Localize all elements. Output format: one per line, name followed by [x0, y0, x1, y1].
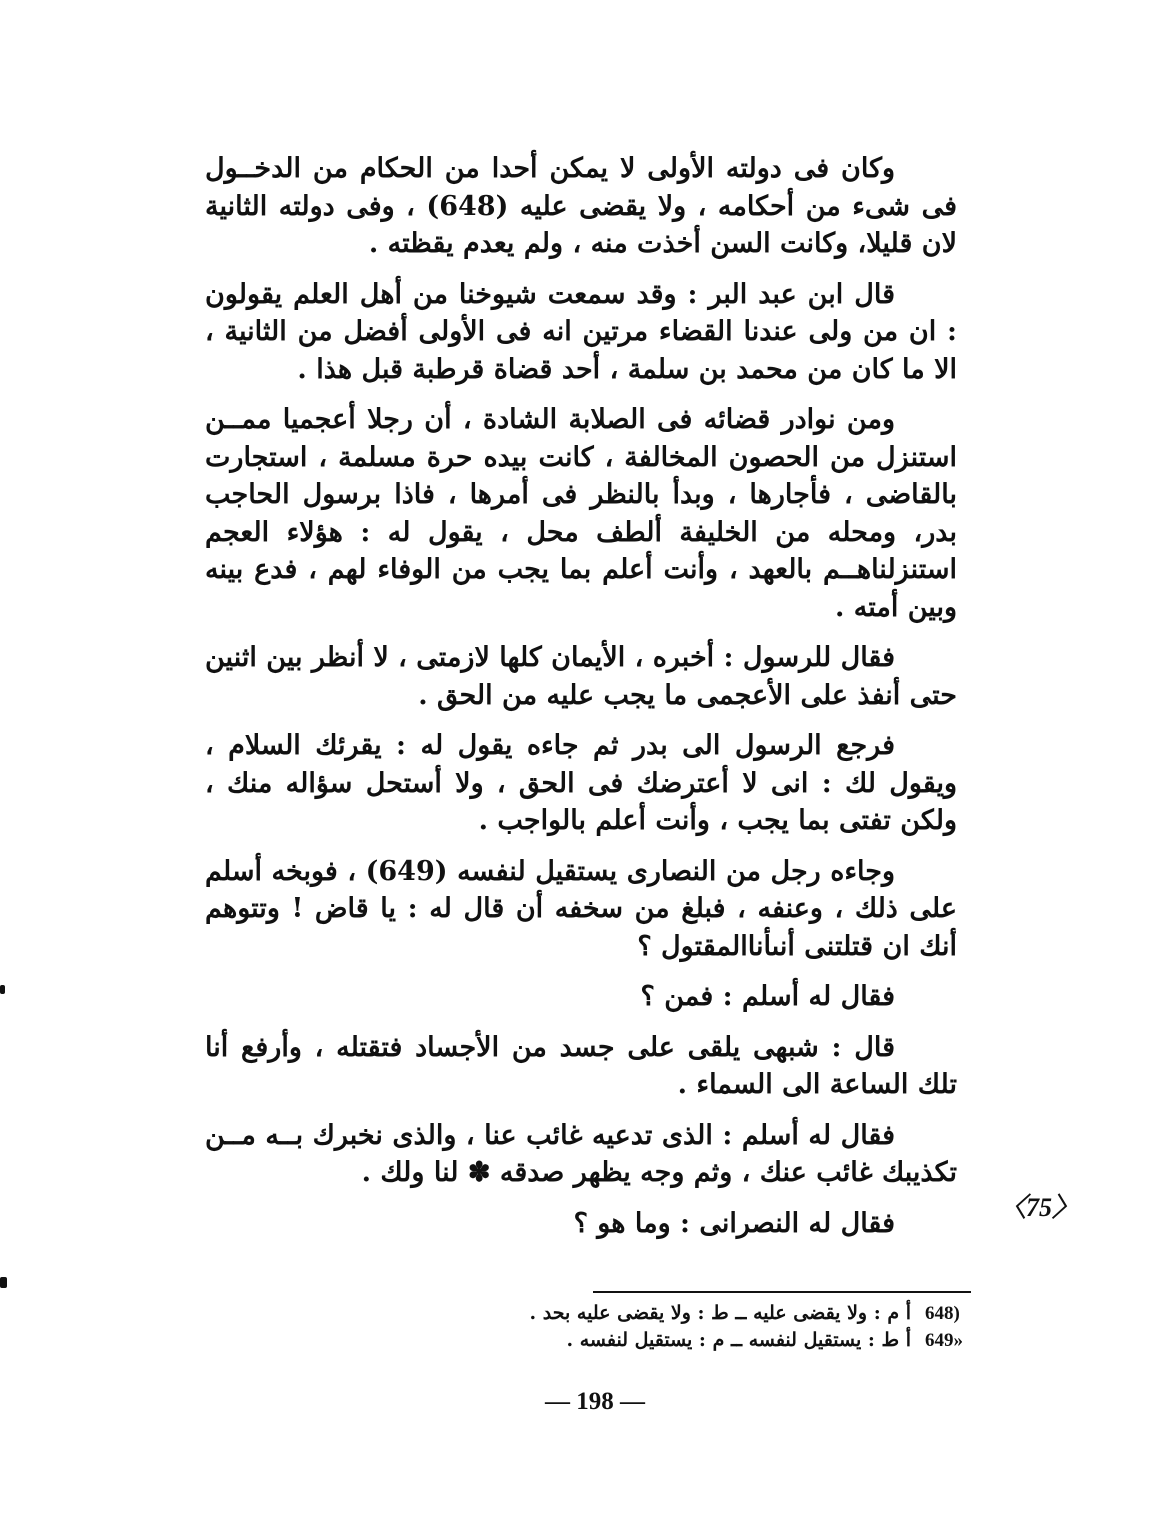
footnote-text: أ م : ولا يقضى عليه ــ ط : ولا يقضى عليه بحد . — [529, 1302, 911, 1324]
footnote — [420, 1327, 971, 1354]
paragraph: فقال له أسلم : الذى تدعيه غائب عنا ، والذى نخبرك بــه مــن تكذيبك غائب عنك ، وثم وجه يظهر صدقه ✽ لنا ولك . — [205, 1119, 957, 1188]
body-text — [205, 150, 957, 1255]
scan-speck — [0, 1277, 7, 1288]
footnote-number: 648) — [925, 1303, 960, 1324]
paragraph: وجاءه رجل من النصارى يستقيل لنفسه (649) ، فوبخه أسلم على ذلك ، وعنفه ، فبلغ من سخفه أن قال له : يا قاض ! وتتوهم أنك ان قتلتنى أنىأناالمقتول ؟ — [205, 855, 957, 962]
footnotes — [420, 1300, 971, 1354]
paragraph: قال : شبهى يلقى على جسد من الأجساد فتقتله ، وأرفع أنا تلك الساعة الى السماء . — [205, 1031, 957, 1100]
paragraph: ومن نوادر قضائه فى الصلابة الشادة ، أن رجلا أعجميا ممــن استنزل من الحصون المخالفة ، كانت بيده حرة مسلمة ، استجارت بالقاضى ، فأجارها ، وبدأ بالنظر فى أمرها ، فاذا برسول الحاجب بدر، ومحله من الخليفة ألطف محل ، يقول له : هؤلاء العجم استنزلناهــم بالعهد ، وأنت أعلم بما يجب من الوفاء لهم ، فدع بينه وبين أمته . — [205, 404, 957, 623]
footnote — [420, 1300, 971, 1327]
footnote-number: 649» — [925, 1330, 963, 1351]
page-number: — 198 — — [545, 1388, 645, 1415]
paragraph: فقال للرسول : أخبره ، الأيمان كلها لازمتى ، لا أنظر بين اثنين حتى أنفذ على الأعجمى ما يجب عليه من الحق . — [205, 642, 957, 711]
paragraph: قال ابن عبد البر : وقد سمعت شيوخنا من أهل العلم يقولون : ان من ولى عندنا القضاء مرتين انه فى الأولى أفضل من الثانية ، الا ما كان من محمد بن سلمة ، أحد قضاة قرطبة قبل هذا . — [205, 278, 957, 385]
footnote-text: أ ط : يستقيل لنفسه ــ م : يستقيل لنفسه . — [566, 1329, 911, 1351]
margin-folio-note: 〈75〉 — [1000, 1193, 1079, 1222]
paragraph: وكان فى دولته الأولى لا يمكن أحدا من الحكام من الدخــول فى شىء من أحكامه ، ولا يقضى عليه (648) ، وفى دولته الثانية لان قليلا، وكانت السن أخذت منه ، ولم يعدم يقظته . — [205, 153, 957, 259]
paragraph: فقال له أسلم : فمن ؟ — [640, 981, 895, 1012]
footnote-divider — [593, 1291, 971, 1293]
scan-speck — [0, 985, 5, 994]
paragraph: فقال له النصرانى : وما هو ؟ — [573, 1207, 895, 1239]
paragraph: فرجع الرسول الى بدر ثم جاءه يقول له : يقرئك السلام ، ويقول لك : انى لا أعترضك فى الحق ، ولا أستحل سؤاله منك ، ولكن تفتى بما يجب ، وأنت أعلم بالواجب . — [205, 730, 957, 836]
